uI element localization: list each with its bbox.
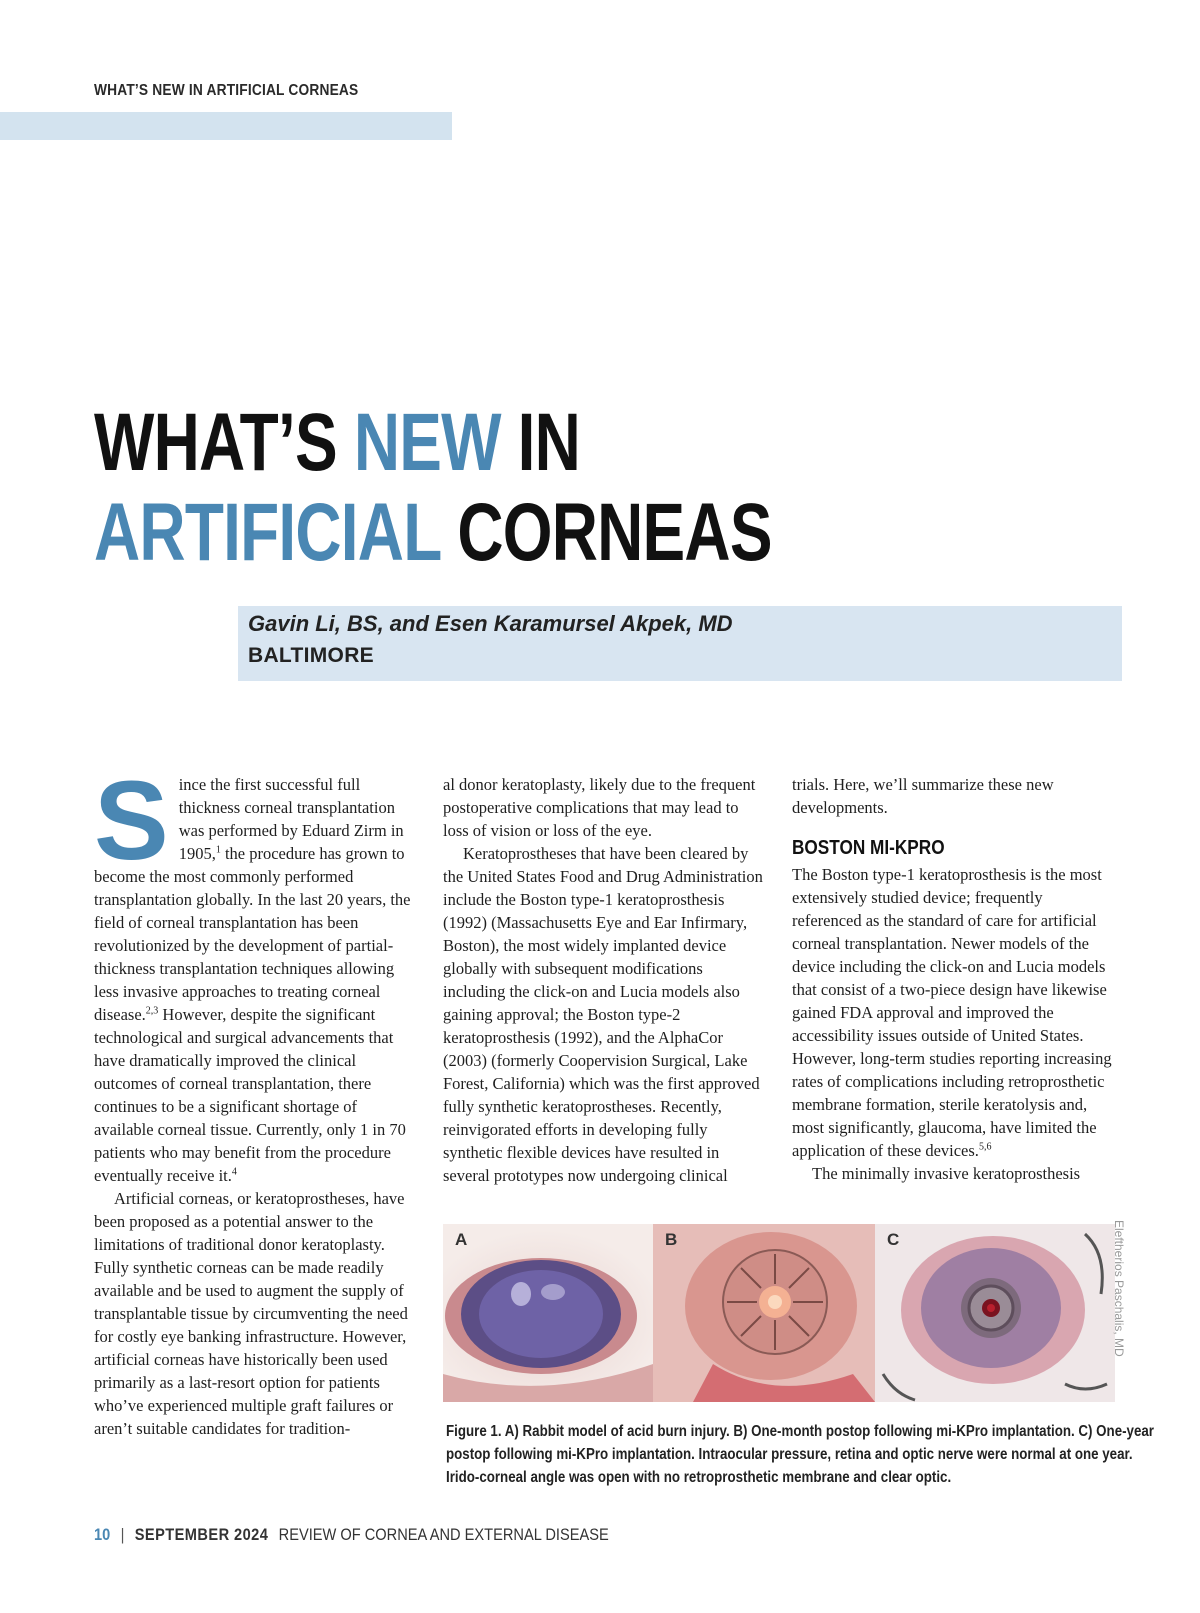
paragraph: al donor keratoplasty, likely due to the frequent postoperative complications that may lead to loss of vision or loss of the eye. (443, 775, 756, 840)
article-title (94, 398, 772, 578)
paragraph-text: However, despite the significant technological and surgical advancements that have dramatically improved the clinical outcomes of corneal transplantation, there continues to be a significant shortage of available corneal tissue. Currently, only 1 in 70 patients who may benefit from the procedure eventually receive it. (94, 1005, 406, 1185)
paragraph: trials. Here, we’ll summarize these new developments. (792, 775, 1054, 817)
reference-marker: 1 (215, 844, 221, 856)
paragraph: Keratoprostheses that have been cleared by the United States Food and Drug Administration include the Boston type-1 keratoprosthesis (1992) (Massachusetts Eye and Ear Infirmary, Boston), the most widely implanted device globally with subsequent modifications including the click-on and Lucia models also gaining approval; the Boston type-2 keratoprosthesis (1992), and the AlphaCor (2003) (formerly Coopervision Surgical, Lake Forest, California) which was the first approved fully synthetic keratoprostheses. Recently, reinvigorated efforts in developing fully synthetic flexible devices have resulted in several prototypes now undergoing clinical (443, 844, 763, 1185)
page-number: 10 (94, 1525, 111, 1544)
paragraph (792, 863, 1114, 1162)
figure-panel-b (653, 1224, 875, 1402)
byline-location: BALTIMORE (248, 644, 374, 667)
paragraph (94, 758, 414, 1187)
panel-label-b: B (665, 1230, 678, 1249)
title-word: IN (500, 397, 581, 488)
figure-panel-c (875, 1224, 1115, 1402)
caption-line: Figure 1. A) Rabbit model of acid burn injury. B) One-month postop following mi-KPro implantation. C) One-year (446, 1423, 1154, 1440)
page-footer (94, 1525, 609, 1545)
rabbit-eye-burn-image (443, 1224, 653, 1402)
photo-credit: Eleftherios Paschalis, MD (1112, 1220, 1126, 1357)
one-year-postop-image (875, 1224, 1115, 1402)
reference-marker: 5,6 (978, 1141, 992, 1153)
paragraph-text: the procedure has grown to become the most commonly performed transplantation globally. In the last 20 years, the field of corneal transplantation has been revolutionized by the development of partial-thickness transplantation techniques allowing less invasive approaches to treating corneal disease. (94, 844, 411, 1024)
figure-1 (443, 1224, 1115, 1402)
title-accent-word: NEW (353, 397, 501, 488)
figure-panel-a (443, 1224, 653, 1402)
caption-line: Irido-corneal angle was open with no retroprosthetic membrane and clear optic. (446, 1469, 952, 1486)
reference-marker: 2,3 (145, 1005, 159, 1017)
byline-authors: Gavin Li, BS, and Esen Karamursel Akpek, MD (248, 611, 733, 636)
header-color-band (0, 112, 452, 140)
reference-marker: 4 (231, 1166, 237, 1178)
caption-line: postop following mi-KPro implantation. Intraocular pressure, retina and optic nerve were normal at one year. (446, 1446, 1133, 1463)
journal-name: REVIEW OF CORNEA AND EXTERNAL DISEASE (278, 1525, 609, 1544)
section-subhead: BOSTON MI-KPRO (792, 837, 945, 859)
paragraph: The minimally invasive keratoprosthesis (812, 1164, 1081, 1183)
title-word: WHAT’S (94, 397, 354, 488)
body-column-2 (443, 773, 765, 1187)
issue-date: SEPTEMBER 2024 (134, 1525, 269, 1544)
paragraph: Artificial corneas, or keratoprostheses, have been proposed as a potential answer to the limitations of traditional donor keratoplasty. Fully synthetic corneas can be made readily available and be used to augment the supply of transplantable tissue by circumventing the need for costly eye banking infrastructure. However, artificial corneas have historically been used primarily as a last-resort option for patients who’ve experienced multiple graft failures or aren’t suitable candidates for tradition- (94, 1189, 408, 1438)
drop-cap: S (94, 758, 169, 883)
panel-label-a: A (455, 1230, 468, 1249)
running-head: WHAT’S NEW IN ARTIFICIAL CORNEAS (94, 82, 359, 99)
paragraph-text: ince the first successful full thickness corneal transplantation was performed by Eduard Zirm in 1905, (178, 775, 404, 863)
title-accent-word: ARTIFICIAL (94, 487, 441, 578)
title-line-1 (94, 398, 772, 488)
title-line-2 (94, 488, 772, 578)
one-month-postop-image (653, 1224, 875, 1402)
body-column-3 (792, 773, 1114, 1185)
paragraph-text: The Boston type-1 keratoprosthesis is the most extensively studied device; frequently referenced as the standard of care for artificial corneal transplantation. Newer models of the device including the click-on and Lucia models that consist of a two-piece design have likewise gained FDA approval and improved the accessibility issues outside of United States. However, long-term studies reporting increasing rates of complications including retroprosthetic membrane formation, sterile keratolysis and, most significantly, glaucoma, have limited the application of these devices. (792, 865, 1112, 1160)
footer-separator: | (120, 1525, 125, 1544)
figure-caption (446, 1420, 1154, 1489)
body-column-1 (94, 758, 414, 1440)
title-word: CORNEAS (440, 487, 772, 578)
panel-label-c: C (887, 1230, 900, 1249)
